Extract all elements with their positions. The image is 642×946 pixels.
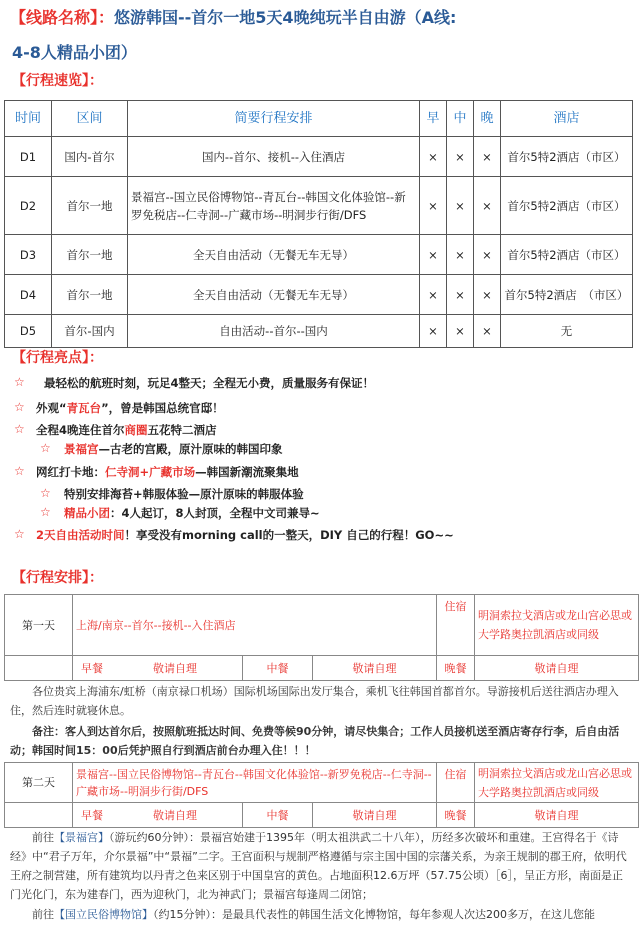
day2-route-row bbox=[5, 763, 639, 803]
overview-heading: 【行程速览】： bbox=[12, 73, 103, 89]
table-cell: D5 bbox=[5, 315, 52, 348]
table-cell: 自由活动--首尔--国内 bbox=[128, 315, 420, 348]
table-cell: × bbox=[474, 177, 501, 235]
table-cell: 国内--首尔、接机--入住酒店 bbox=[128, 137, 420, 177]
table-row bbox=[5, 137, 633, 177]
overview-table bbox=[4, 100, 633, 348]
meal-value: 敬请自理 bbox=[475, 656, 639, 681]
table-cell: 首尔5特2酒店 （市区） bbox=[501, 275, 633, 315]
star-icon: ☆ bbox=[40, 486, 51, 500]
day2-meal-row bbox=[5, 803, 639, 828]
overview-header-row bbox=[5, 101, 633, 137]
hotel-text: 明洞索拉戈酒店或龙山宫必思或大学路奥拉凯酒店或同级 bbox=[475, 595, 639, 656]
col-header: 早 bbox=[420, 101, 447, 137]
table-cell: 首尔5特2酒店（市区） bbox=[501, 137, 633, 177]
table-cell: 首尔一地 bbox=[52, 235, 128, 275]
day2-description: 前往【国立民俗博物馆】（约15分钟）：是最具代表性的韩国生活文化博物馆，每年参观人次达200多万，在这儿您能 bbox=[32, 908, 595, 921]
col-header: 简要行程安排 bbox=[128, 101, 420, 137]
day2-description: 前往【景福宫】（游玩约60分钟）：景福宫始建于1395年（明太祖洪武二十八年），历经多次破坏和重建。王宫得名于《诗经》中“君子万年，介尔景福”中“景福”二字。王宫面积与规制严格遵循与宗主国中国的宗藩关系，为亲王规制的郡王府，依明代王府之制营建，所有建筑均以丹青之色来区别于中国皇宫的黄色。占地面积12.6万坪（57.75公顷）［6］，呈正方形，南面是正门光化门，东为建春门，西为迎秋门，北为神武门；景福宫每逢周二闭馆； bbox=[10, 831, 627, 901]
meal-value: 敬请自理 bbox=[313, 803, 437, 828]
star-icon: ☆ bbox=[14, 400, 25, 414]
highlight-item: 2天自由活动时间！享受没有morning call的一整天，DIY 自己的行程！GO~~ bbox=[36, 528, 454, 542]
table-cell: 全天自由活动（无餐无车无导） bbox=[128, 275, 420, 315]
meal-label: 中餐 bbox=[243, 656, 313, 681]
table-cell: D2 bbox=[5, 177, 52, 235]
table-cell: × bbox=[420, 177, 447, 235]
star-icon: ☆ bbox=[14, 527, 25, 541]
hotel-text: 明洞索拉戈酒店或龙山宫必思或大学路奥拉凯酒店或同级 bbox=[475, 763, 639, 803]
star-icon: ☆ bbox=[40, 505, 51, 519]
day1-note: 备注：客人到达首尔后，按照航班抵达时间、免费等候90分钟，请尽快集合；工作人员接机送至酒店寄存行李，后自由活动；韩国时间15：00后凭护照自行到酒店前台办理入住！！！ bbox=[10, 725, 620, 757]
stay-label: 住宿 bbox=[437, 595, 475, 656]
stay-label: 住宿 bbox=[437, 763, 475, 803]
table-cell: × bbox=[447, 137, 474, 177]
day1-meal-row bbox=[5, 656, 639, 681]
table-cell: × bbox=[474, 235, 501, 275]
day-label: 第一天 bbox=[5, 595, 73, 656]
table-row bbox=[5, 235, 633, 275]
table-cell: × bbox=[420, 235, 447, 275]
table-cell: × bbox=[420, 275, 447, 315]
meal-label: 早餐 敬请自理 bbox=[73, 803, 243, 828]
table-cell: × bbox=[447, 275, 474, 315]
col-header: 晚 bbox=[474, 101, 501, 137]
col-header: 酒店 bbox=[501, 101, 633, 137]
day-route: 上海/南京--首尔--接机--入住酒店 bbox=[73, 595, 437, 656]
star-icon: ☆ bbox=[14, 375, 25, 389]
table-cell: 无 bbox=[501, 315, 633, 348]
table-cell: 首尔5特2酒店（市区） bbox=[501, 177, 633, 235]
day1-description: 各位贵宾上海浦东/虹桥（南京禄口机场）国际机场国际出发厅集合，乘机飞往韩国首都首尔。导游接机后送往酒店办理入住，然后连时就寝休息。 bbox=[10, 685, 619, 717]
meal-value: 敬请自理 bbox=[475, 803, 639, 828]
day1-route-row bbox=[5, 595, 639, 656]
highlights-heading: 【行程亮点】： bbox=[12, 350, 103, 366]
table-cell: × bbox=[447, 177, 474, 235]
table-cell: D3 bbox=[5, 235, 52, 275]
table-cell: 首尔一地 bbox=[52, 275, 128, 315]
table-cell: 首尔-国内 bbox=[52, 315, 128, 348]
table-cell: D1 bbox=[5, 137, 52, 177]
table-cell: × bbox=[474, 137, 501, 177]
highlight-item: 景福宫—古老的宫殿，原汁原味的韩国印象 bbox=[64, 442, 283, 456]
meal-label: 晚餐 bbox=[437, 803, 475, 828]
schedule-heading: 【行程安排】： bbox=[12, 570, 103, 586]
meal-label: 早餐 敬请自理 bbox=[73, 656, 243, 681]
day2-table bbox=[4, 762, 639, 828]
meal-label: 中餐 bbox=[243, 803, 313, 828]
route-title-line1 bbox=[10, 5, 456, 28]
table-cell: × bbox=[447, 235, 474, 275]
table-cell: 全天自由活动（无餐无车无导） bbox=[128, 235, 420, 275]
day1-table bbox=[4, 594, 639, 681]
table-row bbox=[5, 177, 633, 235]
highlight-item: 网红打卡地：仁寺洞+广藏市场—韩国新潮流聚集地 bbox=[36, 465, 299, 479]
star-icon: ☆ bbox=[14, 422, 25, 436]
star-icon: ☆ bbox=[40, 441, 51, 455]
table-cell: × bbox=[474, 315, 501, 348]
col-header: 区间 bbox=[52, 101, 128, 137]
table-cell: D4 bbox=[5, 275, 52, 315]
col-header: 时间 bbox=[5, 101, 52, 137]
table-cell: × bbox=[420, 315, 447, 348]
table-cell: × bbox=[447, 315, 474, 348]
meal-label: 晚餐 bbox=[437, 656, 475, 681]
day-label: 第二天 bbox=[5, 763, 73, 803]
highlight-item: 全程4晚连住首尔商圈五花特二酒店 bbox=[36, 423, 217, 437]
table-cell: 首尔一地 bbox=[52, 177, 128, 235]
table-cell: 景福宫--国立民俗博物馆--青瓦台--韩国文化体验馆--新罗免税店--仁寺洞--广藏市场--明洞步行街/DFS bbox=[128, 177, 420, 235]
meal-value: 敬请自理 bbox=[313, 656, 437, 681]
table-cell: × bbox=[420, 137, 447, 177]
route-name-label: 【线路名称】： bbox=[10, 8, 115, 27]
highlight-item: 精品小团：4人起订，8人封顶，全程中文司兼导~ bbox=[64, 506, 320, 520]
table-row bbox=[5, 315, 633, 348]
highlight-item: 外观“青瓦台”，曾是韩国总统官邸！ bbox=[36, 401, 224, 415]
table-cell: 国内-首尔 bbox=[52, 137, 128, 177]
route-title-text: 悠游韩国--首尔一地5天4晚纯玩半自由游（A线: bbox=[114, 8, 457, 27]
table-row bbox=[5, 275, 633, 315]
star-icon: ☆ bbox=[14, 464, 25, 478]
table-cell: 首尔5特2酒店（市区） bbox=[501, 235, 633, 275]
col-header: 中 bbox=[447, 101, 474, 137]
table-cell: × bbox=[474, 275, 501, 315]
day-route: 景福宫--国立民俗博物馆--青瓦台--韩国文化体验馆--新罗免税店--仁寺洞--广藏市场--明洞步行街/DFS bbox=[73, 763, 437, 803]
route-title-line2: 4-8人精品小团） bbox=[12, 43, 137, 62]
highlight-item: 特别安排海苔+韩服体验—原汁原味的韩服体验 bbox=[64, 487, 304, 501]
highlight-item: 最轻松的航班时刻，玩足4整天；全程无小费，质量服务有保证！ bbox=[44, 376, 374, 390]
